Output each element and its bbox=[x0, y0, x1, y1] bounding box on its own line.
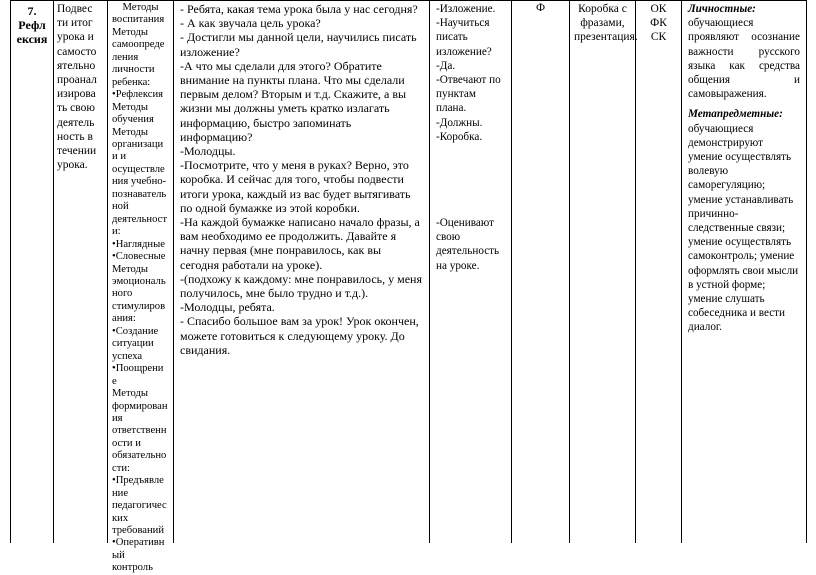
student-answers: -Изложение. -Научиться писать изложение? -Да. -Отвечают по пунктам плана. -Должны. -Коробка. bbox=[436, 3, 501, 143]
methods-list: воспитания Методы самоопреде ления личности ребенка: •Рефлексия Методы обучения Методы организаци и и осуществле ния учебно- познаватель ной деятельност и: •Наглядные •Словесные Методы эмоциональ ного стимулиров ания: •Создание ситуации успеха •Поощрени е Методы формирован ия ответственн ости и обязательно сти: •Предъявле ние педагогичес ких требований •Оперативн ый контроль bbox=[112, 14, 168, 574]
personal-outcomes-text: обучающиеся проявляют осознание важности русского языка как средства общения и самовыражения. bbox=[688, 17, 800, 101]
teacher-activity-cell bbox=[174, 0, 430, 543]
stage-cell bbox=[10, 0, 54, 543]
stage-tasks-text: Подвес ти итог урока и самосто ятельно проанал изирова ть свою деятель ность в течении урока. bbox=[57, 3, 97, 172]
methods-cell bbox=[108, 0, 174, 574]
methods-heading: Методы bbox=[122, 2, 159, 13]
resources-text: Коробка с фразами, презентация. bbox=[574, 3, 638, 44]
tasks-cell bbox=[54, 0, 108, 543]
resources-cell bbox=[570, 0, 636, 543]
stage-label: 7. Рефл ексия bbox=[16, 4, 48, 46]
assessment-cell bbox=[636, 0, 682, 543]
student-self-assessment: -Оценивают свою деятельность на уроке. bbox=[436, 217, 500, 272]
meta-outcomes-text: обучающиеся демонстрируют умение осуществлять волевую саморегуляцию; умение устанавливать причинно-следственные связи; умение осуществлять самоконтроль; умение оформлять свои мысли в устной форме; умение слушать собеседника и вести диалог. bbox=[688, 122, 799, 334]
assessment-types: ОК ФК СК bbox=[650, 3, 667, 44]
outcomes-cell bbox=[682, 0, 807, 543]
work-form-value: Ф bbox=[535, 2, 546, 14]
meta-outcomes-title: Метапредметные: bbox=[688, 108, 783, 121]
personal-outcomes-title: Личностные: bbox=[688, 3, 756, 15]
teacher-activity-text: - Ребята, какая тема урока была у нас сегодня? - А как звучала цель урока? - Достигли мы данной цели, научились писать изложение? -А что мы сделали для этого? Обратите внимание на пункты плана. Что мы сделали первым делом? Вторым и т.д. Скажите, а вы жизни мы должны уметь кратко излагать информацию, быстро запоминать информацию? -Молодцы. -Посмотрите, что у меня в руках? Верно, это коробка. И сейчас для того, чтобы подвести итоги урока, каждый из вас будет вытягивать по одной бумажке из этой коробки. -На каждой бумажке написано начало фразы, а вам необходимо ее продолжить. Давайте я начну первая (мне понравилось, как вы сегодня работали на уроке). -(подхожу к каждому: мне понравилось, у меня получилось, мне было трудно и т.д.). -Молодцы, ребята. - Спасибо большое вам за урок! Урок окончен, можете готовиться к следующему уроку. До свидания. bbox=[180, 2, 422, 357]
lesson-plan-table bbox=[10, 0, 807, 574]
work-form-cell bbox=[512, 0, 570, 543]
student-activity-cell bbox=[430, 0, 512, 543]
